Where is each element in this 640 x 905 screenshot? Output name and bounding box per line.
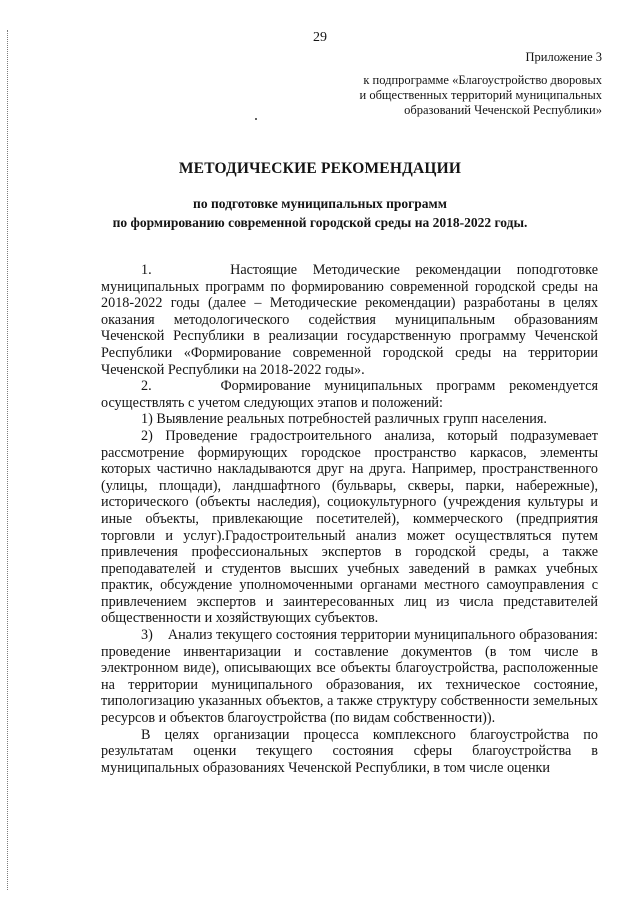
appendix-line: и общественных территорий муниципальных bbox=[359, 88, 602, 102]
paragraph: 2) Проведение градостроительного анализа, который подразумевает рассмотрение формирующих городское пространство каркасов, элементы которых частично накладываются друг на друга. Например, пространственного (улицы, площади), ландшафтного (бульвары, скверы, парки, набережные), исторического (объекты наследия), социокультурного (учреждения культуры и иные объекты, привлекающие посетителей), коммерческого (предприятия торговли и услуг).Градостроительный анализ может осуществляться путем привлечения профессиональных экспертов в городской среды, а также преподавателей и студентов высших учебных заведений в рамках учебных практик, обсуждение уполномоченными органами местного самоуправления с привлечением экспертов и заинтересованных лиц из числа представителей общественности и хозяйствующих субъектов. bbox=[101, 427, 598, 627]
binding-edge-marks bbox=[7, 30, 8, 890]
paragraph: В целях организации процесса комплексного благоустройства по результатам оценки текущего состояния сферы благоустройства в муниципальных образованиях Чеченской Республики, в том числе оценки bbox=[101, 726, 598, 776]
page-number: 29 bbox=[313, 30, 327, 45]
paragraph: 2. Формирование муниципальных программ рекомендуется осуществлять с учетом следующих этапов и положений: bbox=[101, 378, 598, 411]
paragraph: 1. Настоящие Методические рекомендации поподготовке муниципальных программ по формированию современной городской среды на 2018-2022 годы (далее – Методические рекомендации) разработаны в целях оказания методологического содействия муниципальным образованиям Чеченской Республики в реализации государственную программу Чеченской Республики «Формирование современной городской среды на территории Чеченской Республики на 2018-2022 годы». bbox=[101, 262, 598, 378]
appendix-line: к подпрограмме «Благоустройство дворовых bbox=[363, 73, 602, 87]
scan-speck bbox=[255, 118, 257, 120]
document-subtitle bbox=[0, 194, 640, 232]
subtitle-line: по подготовке муниципальных программ bbox=[193, 196, 447, 211]
paragraph: 3) Анализ текущего состояния территории муниципального образования: проведение инвентаризации и составление документов (в том числе в электронном виде), описывающих все объекты благоустройства, расположенные на территории муниципального образования, их техническое состояние, типологизацию указанных объектов, а также структуру собственности земельных ресурсов и объектов благоустройства (по видам собственности)). bbox=[101, 627, 598, 727]
appendix-line: образований Чеченской Республики» bbox=[404, 103, 602, 117]
subtitle-line: по формированию современной городской среды на 2018-2022 годы. bbox=[112, 215, 528, 230]
paragraph: 1) Выявление реальных потребностей различных групп населения. bbox=[141, 411, 547, 428]
appendix-label: Приложение 3 bbox=[525, 50, 602, 64]
document-title: МЕТОДИЧЕСКИЕ РЕКОМЕНДАЦИИ bbox=[178, 160, 462, 177]
appendix-reference bbox=[242, 50, 602, 118]
body-text bbox=[101, 262, 598, 776]
